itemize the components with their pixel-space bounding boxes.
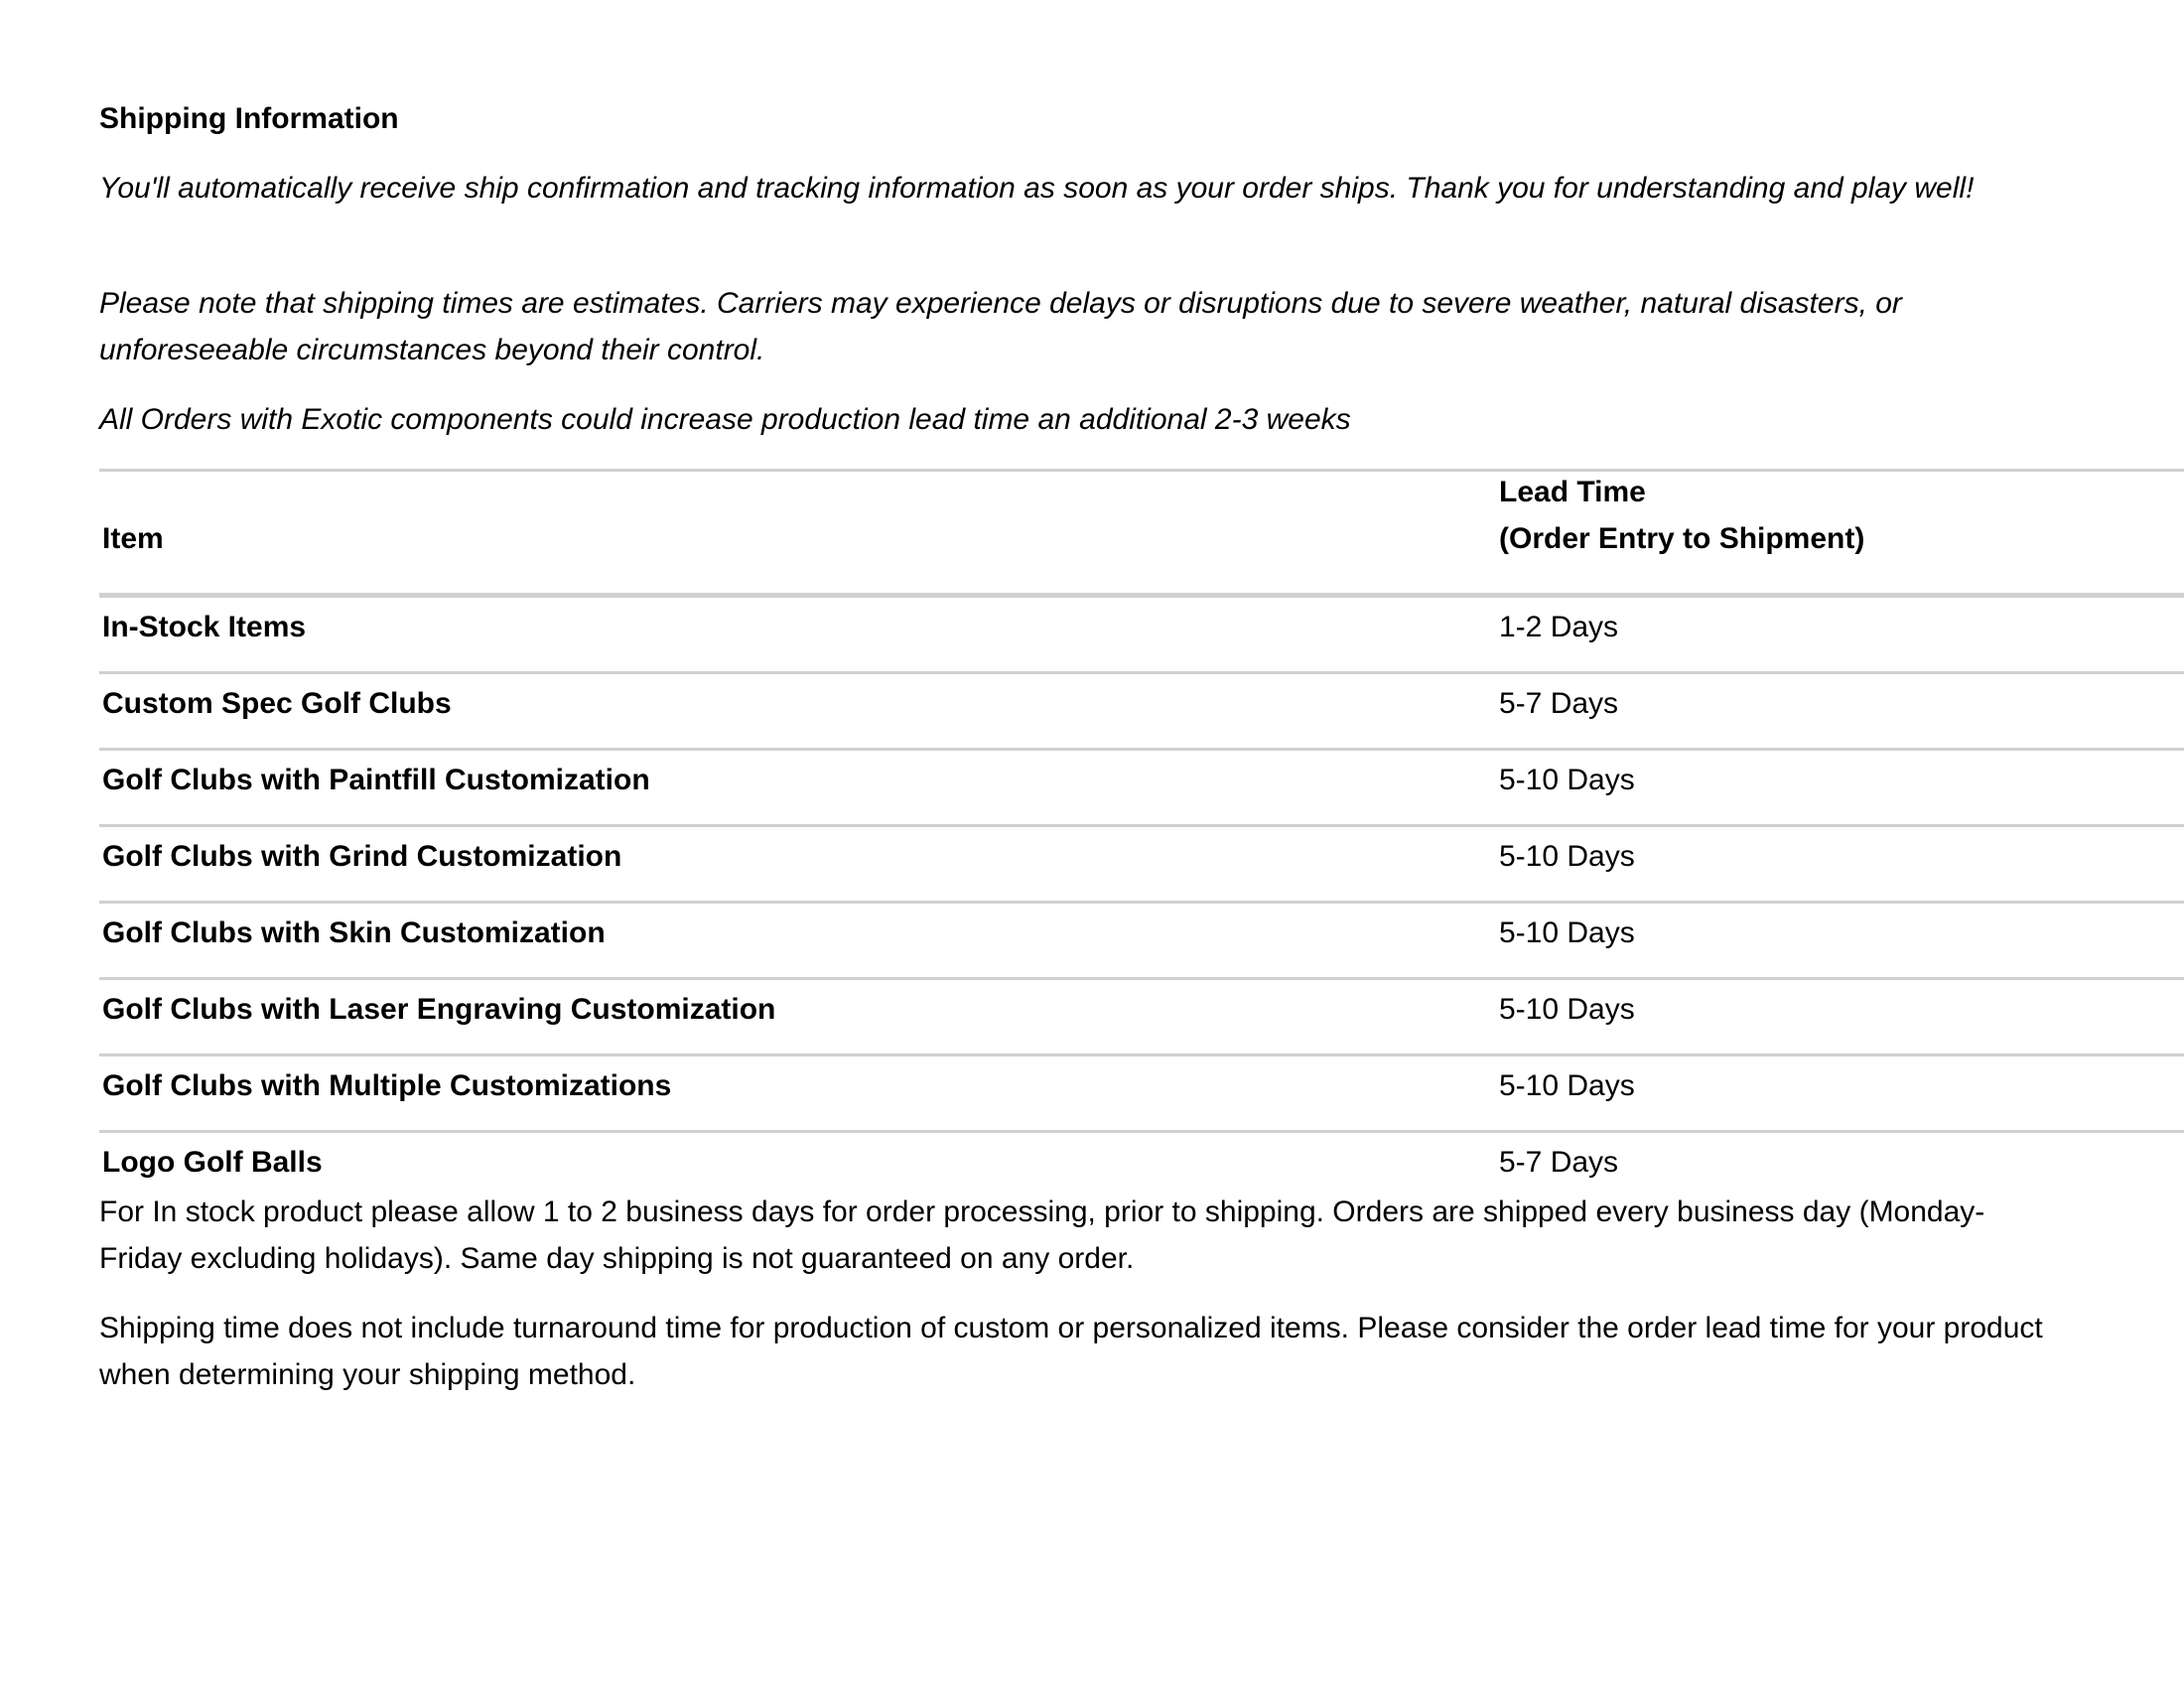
table-row: [99, 674, 2184, 751]
lead-time-table: [99, 469, 2184, 1206]
column-header-item: Item: [102, 522, 164, 555]
footer-paragraph-turnaround: Shipping time does not include turnaround time for production of custom or personalized items. Please consider the order lead time for your product when determining your shipping method.: [99, 1312, 2043, 1391]
table-row: [99, 827, 2184, 904]
row-item-label: Golf Clubs with Laser Engraving Customization: [102, 993, 776, 1026]
intro-paragraph-exotic-components: All Orders with Exotic components could increase production lead time an additional 2-3 weeks: [99, 403, 1351, 436]
table-row: [99, 751, 2184, 827]
row-lead-time: 5-10 Days: [1499, 993, 1635, 1026]
row-item-label: Golf Clubs with Paintfill Customization: [102, 764, 650, 796]
row-lead-time: 5-7 Days: [1499, 1146, 1619, 1179]
table-row: [99, 1056, 2184, 1133]
row-item-label: Logo Golf Balls: [102, 1146, 323, 1179]
intro-paragraph-estimates: Please note that shipping times are estimates. Carriers may experience delays or disruptions due to severe weather, natural disasters, or unforeseeable circumstances beyond their control.: [99, 287, 1902, 366]
row-lead-time: 5-10 Days: [1499, 1069, 1635, 1102]
row-lead-time: 5-10 Days: [1499, 764, 1635, 796]
row-item-label: In-Stock Items: [102, 611, 307, 643]
table-row: [99, 598, 2184, 674]
section-heading: Shipping Information: [99, 102, 399, 135]
row-item-label: Golf Clubs with Skin Customization: [102, 916, 606, 949]
table-row: [99, 904, 2184, 980]
row-item-label: Golf Clubs with Grind Customization: [102, 840, 622, 873]
row-lead-time: 1-2 Days: [1499, 611, 1619, 643]
column-header-lead-time-line2: (Order Entry to Shipment): [1499, 522, 1865, 555]
intro-paragraph-confirmation: You'll automatically receive ship confirmation and tracking information as soon as your order ships. Thank you for understanding and play well!: [99, 172, 1975, 205]
row-lead-time: 5-10 Days: [1499, 916, 1635, 949]
row-item-label: Golf Clubs with Multiple Customizations: [102, 1069, 672, 1102]
row-lead-time: 5-10 Days: [1499, 840, 1635, 873]
row-lead-time: 5-7 Days: [1499, 687, 1619, 720]
column-header-lead-time: [1499, 469, 1864, 562]
footer-paragraph-processing: For In stock product please allow 1 to 2 business days for order processing, prior to shipping. Orders are shipped every business day (Monday-Friday excluding holidays). Same day shipping is not guaranteed on any order.: [99, 1196, 1985, 1275]
row-item-label: Custom Spec Golf Clubs: [102, 687, 452, 720]
column-header-lead-time-line1: Lead Time: [1499, 476, 1646, 508]
table-row: [99, 980, 2184, 1056]
table-header-row: [99, 472, 2184, 598]
